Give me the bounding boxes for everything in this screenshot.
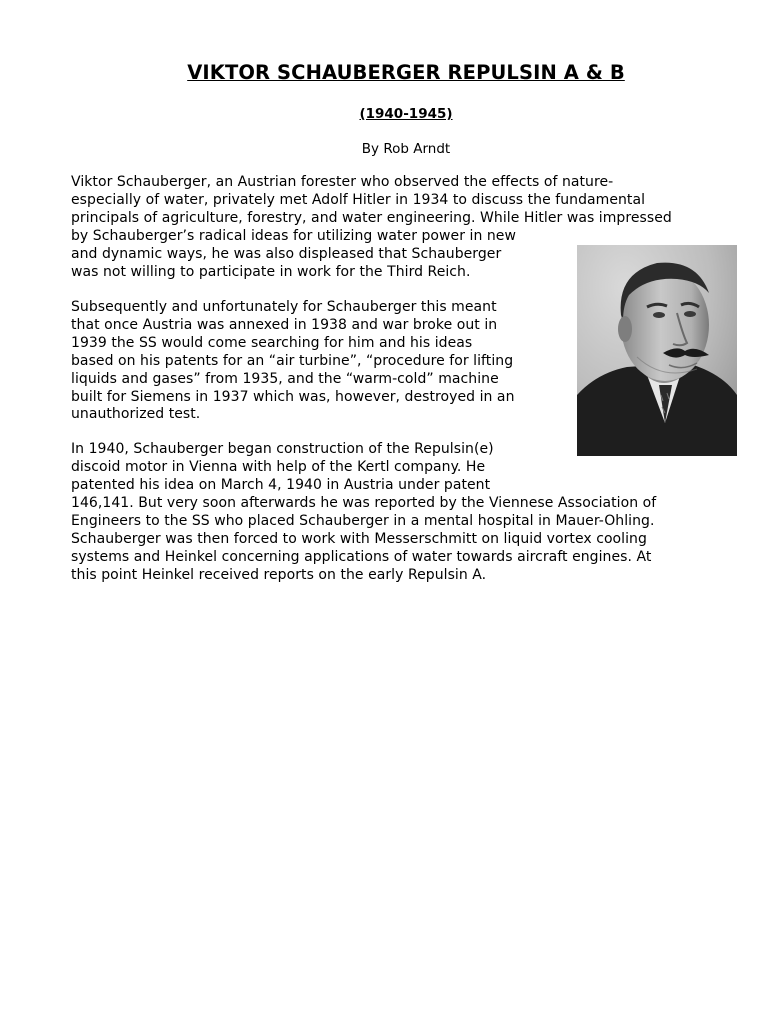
paragraph-1-line: especially of water, privately met Adolf Hitler in 1934 to discuss the fundamental [71,192,646,208]
paragraph-2-line: built for Siemens in 1937 which was, however, destroyed in an [71,389,515,405]
paragraph-3-line: Schauberger was then forced to work with Messerschmitt on liquid vortex cooling [71,531,647,547]
paragraph-3-line: 146,141. But very soon afterwards he was reported by the Viennese Association of [71,495,657,511]
paragraph-1-line: principals of agriculture, forestry, and water engineering. While Hitler was impressed [71,210,672,226]
paragraph-1-line: was not willing to participate in work for the Third Reich. [71,264,471,280]
paragraph-3-line: patented his idea on March 4, 1940 in Austria under patent [71,477,491,493]
document-title: VIKTOR SCHAUBERGER REPULSIN A & B [187,61,625,84]
document-years: (1940-1945) [359,106,453,122]
paragraph-1-line: and dynamic ways, he was also displeased that Schauberger [71,246,502,262]
paragraph-3-line: this point Heinkel received reports on the early Repulsin A. [71,567,487,583]
paragraph-2-line: that once Austria was annexed in 1938 and war broke out in [71,317,498,333]
paragraph-2-line: 1939 the SS would come searching for him and his ideas [71,335,473,351]
document-author: By Rob Arndt [361,141,451,157]
paragraph-2-line: unauthorized test. [71,406,201,422]
paragraph-2-line: liquids and gases” from 1935, and the “warm-cold” machine [71,371,499,387]
portrait-photo [577,245,737,456]
paragraph-3-line: discoid motor in Vienna with help of the Kertl company. He [71,459,486,475]
paragraph-1-line: by Schauberger’s radical ideas for utilizing water power in new [71,228,516,244]
paragraph-1-line: Viktor Schauberger, an Austrian forester who observed the effects of nature- [71,174,614,190]
paragraph-2-line: Subsequently and unfortunately for Schauberger this meant [71,299,497,315]
paragraph-3-line: In 1940, Schauberger began construction of the Repulsin(e) [71,441,494,457]
paragraph-3-line: Engineers to the SS who placed Schauberger in a mental hospital in Mauer-Ohling. [71,513,655,529]
paragraph-3-line: systems and Heinkel concerning applications of water towards aircraft engines. At [71,549,652,565]
paragraph-2-line: based on his patents for an “air turbine”, “procedure for lifting [71,353,514,369]
